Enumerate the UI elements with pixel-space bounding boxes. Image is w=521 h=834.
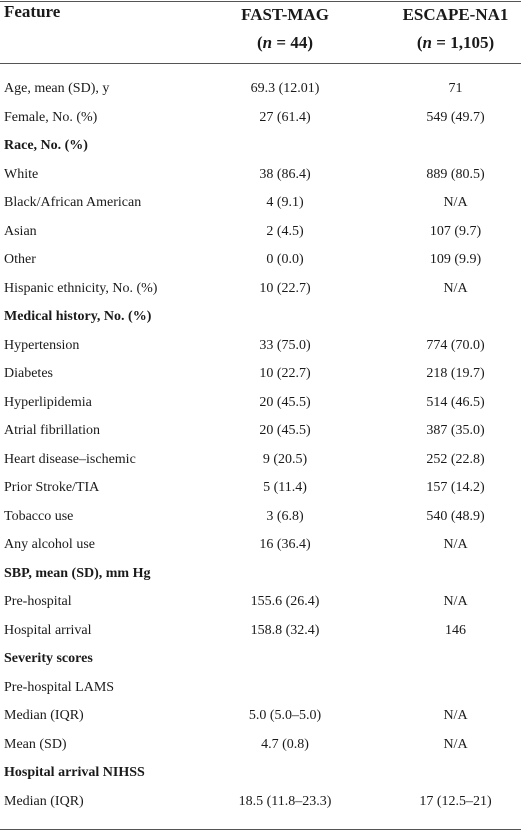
section-row (0, 647, 521, 676)
feature-cell: Atrial fibrillation (4, 423, 101, 438)
table-row (0, 590, 521, 619)
table-header (0, 0, 521, 64)
fastmag-cell: 3 (6.8) (266, 508, 304, 524)
table-row (0, 790, 521, 819)
feature-cell: Tobacco use (4, 508, 74, 524)
escape-cell: 889 (80.5) (426, 166, 485, 182)
bottom-rule (0, 829, 521, 830)
table-row (0, 476, 521, 505)
feature-cell: Median (IQR) (4, 793, 84, 809)
fastmag-cell: 155.6 (26.4) (250, 594, 320, 609)
feature-cell: Pre-hospital (4, 594, 72, 609)
escape-cell: N/A (443, 537, 468, 552)
escape-cell: 252 (22.8) (426, 451, 485, 467)
escape-column-header (390, 1, 521, 57)
fastmag-cell: 9 (20.5) (262, 451, 308, 467)
header-rule (0, 63, 521, 64)
table-body (0, 77, 521, 818)
escape-cell: N/A (443, 594, 468, 609)
section-heading: Medical history, No. (%) (4, 309, 152, 324)
section-row (0, 562, 521, 591)
table-row (0, 448, 521, 477)
feature-cell: Pre-hospital LAMS (4, 679, 115, 695)
fastmag-cell: 5.0 (5.0–5.0) (248, 708, 322, 723)
feature-cell: Other (4, 252, 36, 267)
table-row (0, 619, 521, 648)
escape-cell: N/A (443, 280, 468, 296)
section-row (0, 134, 521, 163)
section-row (0, 305, 521, 334)
fastmag-cell: 4.7 (0.8) (261, 736, 309, 752)
escape-cell: 109 (9.9) (429, 252, 482, 267)
table-row (0, 391, 521, 420)
escape-cell: 514 (46.5) (426, 394, 485, 410)
table-row (0, 334, 521, 363)
table-row (0, 220, 521, 249)
fastmag-cell: 158.8 (32.4) (250, 622, 320, 638)
feature-cell: Any alcohol use (4, 537, 95, 552)
feature-cell: Female, No. (%) (4, 109, 98, 125)
table-row (0, 277, 521, 306)
table-row (0, 419, 521, 448)
fastmag-cell: 2 (4.5) (266, 223, 304, 239)
escape-cell: 17 (12.5–21) (419, 793, 492, 809)
fastmag-cell: 33 (75.0) (259, 337, 311, 353)
table-row (0, 704, 521, 733)
escape-cell: 540 (48.9) (426, 508, 485, 524)
table-row (0, 191, 521, 220)
feature-cell: Median (IQR) (4, 708, 84, 723)
escape-cell: 387 (35.0) (426, 423, 485, 438)
feature-cell: Black/African American (4, 195, 142, 210)
escape-cell: N/A (443, 736, 468, 752)
escape-cell: 549 (49.7) (426, 109, 485, 125)
escape-n: (n = 1,105) (416, 33, 495, 52)
escape-cell: N/A (443, 195, 468, 210)
table-row (0, 533, 521, 562)
table-row (0, 106, 521, 135)
feature-cell: Heart disease–ischemic (4, 451, 136, 467)
feature-cell: Prior Stroke/TIA (4, 480, 100, 495)
fastmag-cell: 5 (11.4) (263, 480, 307, 495)
fastmag-cell: 10 (22.7) (259, 280, 311, 296)
fastmag-cell: 27 (61.4) (259, 109, 311, 125)
fastmag-cell: 0 (0.0) (266, 252, 304, 267)
escape-cell: 71 (448, 81, 463, 96)
table-row (0, 77, 521, 106)
fastmag-cell: 69.3 (12.01) (250, 81, 320, 96)
section-row (0, 761, 521, 790)
feature-cell: Hospital arrival (4, 622, 92, 638)
section-heading: Hospital arrival NIHSS (4, 765, 145, 780)
escape-cell: 146 (445, 622, 466, 638)
feature-cell: Diabetes (4, 366, 53, 381)
escape-cell: 157 (14.2) (426, 480, 485, 495)
feature-cell: Asian (4, 223, 37, 239)
fastmag-cell: 20 (45.5) (259, 423, 311, 438)
table-row (0, 733, 521, 762)
table-row (0, 362, 521, 391)
escape-cell: 107 (9.7) (429, 223, 482, 239)
section-heading: Race, No. (%) (4, 138, 88, 153)
feature-column-header: Feature (4, 2, 61, 21)
escape-cell: 774 (70.0) (426, 337, 485, 353)
fastmag-cell: 20 (45.5) (259, 394, 311, 410)
table-row (0, 248, 521, 277)
table-row (0, 163, 521, 192)
table-row (0, 676, 521, 705)
fastmag-name: FAST-MAG (241, 5, 329, 24)
fastmag-cell: 16 (36.4) (259, 537, 311, 552)
feature-cell: Hypertension (4, 337, 80, 353)
escape-cell: 218 (19.7) (426, 366, 485, 381)
fastmag-column-header (220, 1, 350, 57)
escape-cell: N/A (443, 708, 468, 723)
escape-name: ESCAPE-NA1 (402, 5, 509, 24)
fastmag-cell: 38 (86.4) (259, 166, 311, 182)
fastmag-n: (n = 44) (257, 33, 313, 52)
feature-cell: White (4, 166, 39, 182)
feature-cell: Hyperlipidemia (4, 394, 92, 410)
feature-cell: Mean (SD) (4, 736, 67, 752)
feature-cell: Hispanic ethnicity, No. (%) (4, 280, 158, 296)
feature-cell: Age, mean (SD), y (4, 81, 110, 96)
section-heading: SBP, mean (SD), mm Hg (4, 565, 151, 581)
fastmag-cell: 10 (22.7) (259, 366, 311, 381)
fastmag-cell: 18.5 (11.8–23.3) (238, 793, 332, 809)
table-row (0, 505, 521, 534)
section-heading: Severity scores (4, 651, 93, 666)
fastmag-cell: 4 (9.1) (266, 195, 304, 210)
